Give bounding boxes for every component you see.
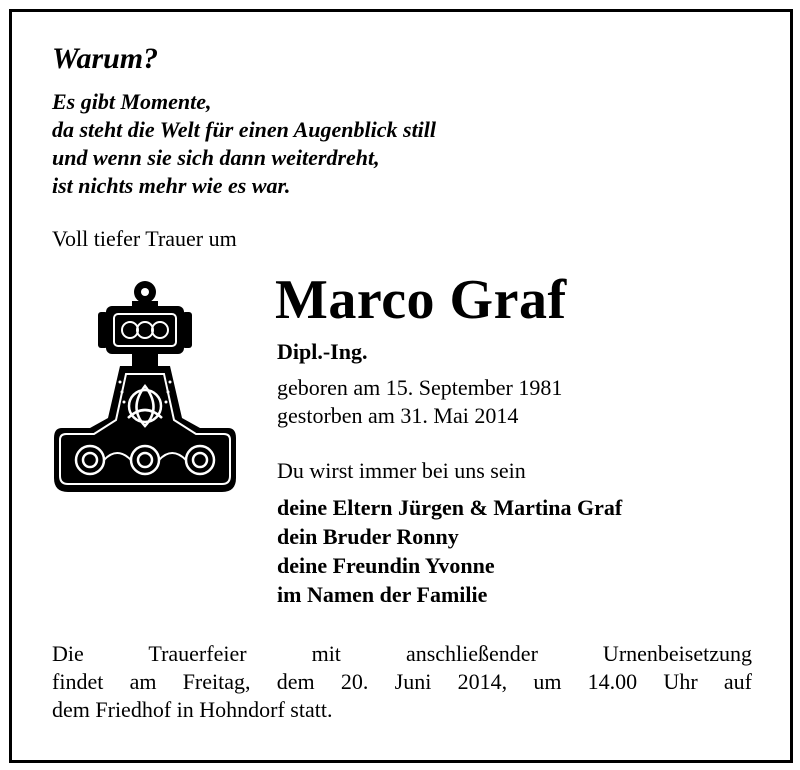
- poem-line: Es gibt Momente,: [52, 89, 212, 114]
- intro-text: Voll tiefer Trauer um: [52, 226, 237, 251]
- thors-hammer-icon: [50, 278, 240, 494]
- service-details: [52, 640, 752, 724]
- poem-line: ist nichts mehr wie es war.: [52, 173, 291, 198]
- deceased-name: Marco Graf: [275, 269, 567, 331]
- mourner-line: dein Bruder Ronny: [277, 524, 459, 549]
- mourner-line: im Namen der Familie: [277, 582, 488, 607]
- mourners-list: [277, 493, 622, 609]
- deceased-title: Dipl.-Ing.: [277, 339, 368, 364]
- farewell-text: Du wirst immer bei uns sein: [277, 458, 526, 483]
- birth-date: geboren am 15. September 1981: [277, 375, 563, 400]
- life-dates: [277, 374, 562, 430]
- service-line: dem Friedhof in Hohndorf statt.: [52, 697, 333, 722]
- mourner-line: deine Freundin Yvonne: [277, 553, 495, 578]
- mourner-line: deine Eltern Jürgen & Martina Graf: [277, 495, 623, 520]
- poem-line: und wenn sie sich dann weiterdreht,: [52, 145, 380, 170]
- poem-line: da steht die Welt für einen Augenblick still: [52, 117, 437, 142]
- service-line: Die Trauerfeier mit anschließender Urnenbeisetzung: [52, 641, 752, 666]
- poem: [52, 88, 436, 200]
- heading: Warum?: [52, 42, 159, 75]
- death-date: gestorben am 31. Mai 2014: [277, 403, 519, 428]
- service-line: findet am Freitag, dem 20. Juni 2014, um 14.00 Uhr auf: [52, 669, 752, 694]
